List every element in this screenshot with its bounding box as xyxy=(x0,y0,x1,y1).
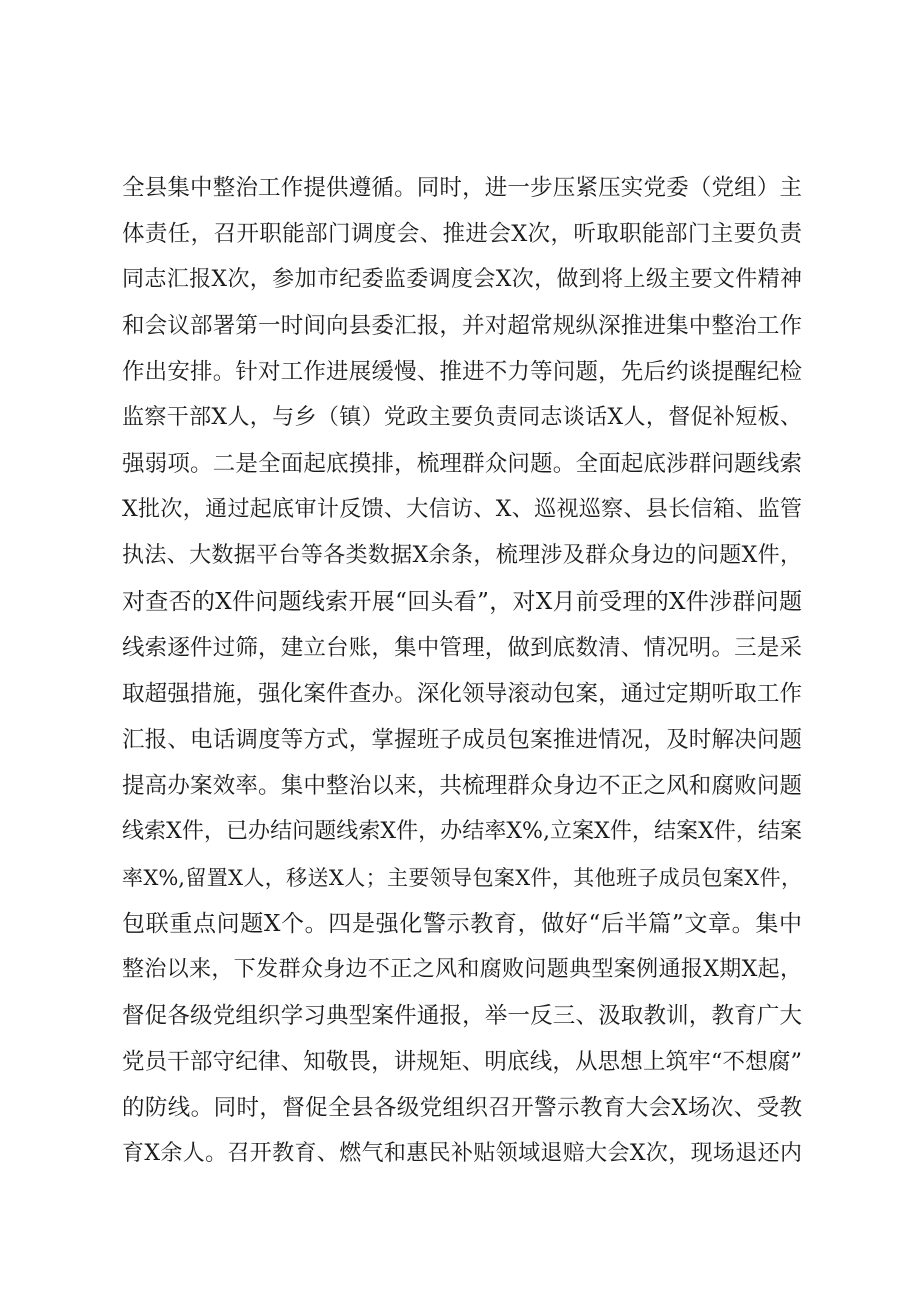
text-line-5: 作出安排。针对工作进展缓慢、推进不力等问题，先后约谈提醒纪检 xyxy=(122,359,802,385)
text-line-12: 取超强措施，强化案件查办。深化领导滚动包案，通过定期听取工作 xyxy=(122,681,802,707)
text-line-2: 体责任，召开职能部门调度会、推进会X次，听取职能部门主要负责 xyxy=(122,221,802,247)
text-line-15: 线索X件，已办结问题线索X件，办结率X%,立案X件，结案X件，结案 xyxy=(122,819,802,844)
text-line-1: 全县集中整治工作提供遵循。同时，进一步压紧压实党委（党组）主 xyxy=(122,175,802,201)
text-line-21: 的防线。同时，督促全县各级党组织召开警示教育大会X场次、受教 xyxy=(122,1095,802,1121)
text-line-14: 提高办案效率。集中整治以来，共梳理群众身边不正之风和腐败问题 xyxy=(122,773,802,799)
text-line-20: 党员干部守纪律、知敬畏，讲规矩、明底线，从思想上筑牢“不想腐” xyxy=(122,1049,802,1075)
text-line-13: 汇报、电话调度等方式，掌握班子成员包案推进情况，及时解决问题 xyxy=(122,727,802,753)
text-line-17: 包联重点问题X个。四是强化警示教育，做好“后半篇”文章。集中 xyxy=(122,911,802,937)
text-line-16: 率X%,留置X人，移送X人；主要领导包案X件，其他班子成员包案X件， xyxy=(122,866,802,890)
body-paragraph xyxy=(122,165,802,1177)
text-line-18: 整治以来，下发群众身边不正之风和腐败问题典型案例通报X期X起， xyxy=(122,957,802,982)
text-line-19: 督促各级党组织学习典型案件通报，举一反三、汲取教训，教育广大 xyxy=(122,1003,802,1029)
text-line-22: 育X余人。召开教育、燃气和惠民补贴领域退赔大会X次，现场退还内 xyxy=(122,1141,802,1166)
text-line-10: 对查否的X件问题线索开展“回头看”，对X月前受理的X件涉群问题 xyxy=(122,589,802,615)
text-line-4: 和会议部署第一时间向县委汇报，并对超常规纵深推进集中整治工作 xyxy=(122,313,802,339)
text-line-3: 同志汇报X次，参加市纪委监委调度会X次，做到将上级主要文件精神 xyxy=(122,267,802,292)
text-line-11: 线索逐件过筛，建立台账，集中管理，做到底数清、情况明。三是采 xyxy=(122,635,802,661)
text-line-6: 监察干部X人，与乡（镇）党政主要负责同志谈话X人，督促补短板、 xyxy=(122,405,802,430)
text-line-8: X批次，通过起底审计反馈、大信访、X、巡视巡察、县长信箱、监管 xyxy=(122,497,802,522)
text-line-7: 强弱项。二是全面起底摸排，梳理群众问题。全面起底涉群问题线索 xyxy=(122,451,802,477)
text-line-9: 执法、大数据平台等各类数据X余条，梳理涉及群众身边的问题X件， xyxy=(122,543,802,568)
